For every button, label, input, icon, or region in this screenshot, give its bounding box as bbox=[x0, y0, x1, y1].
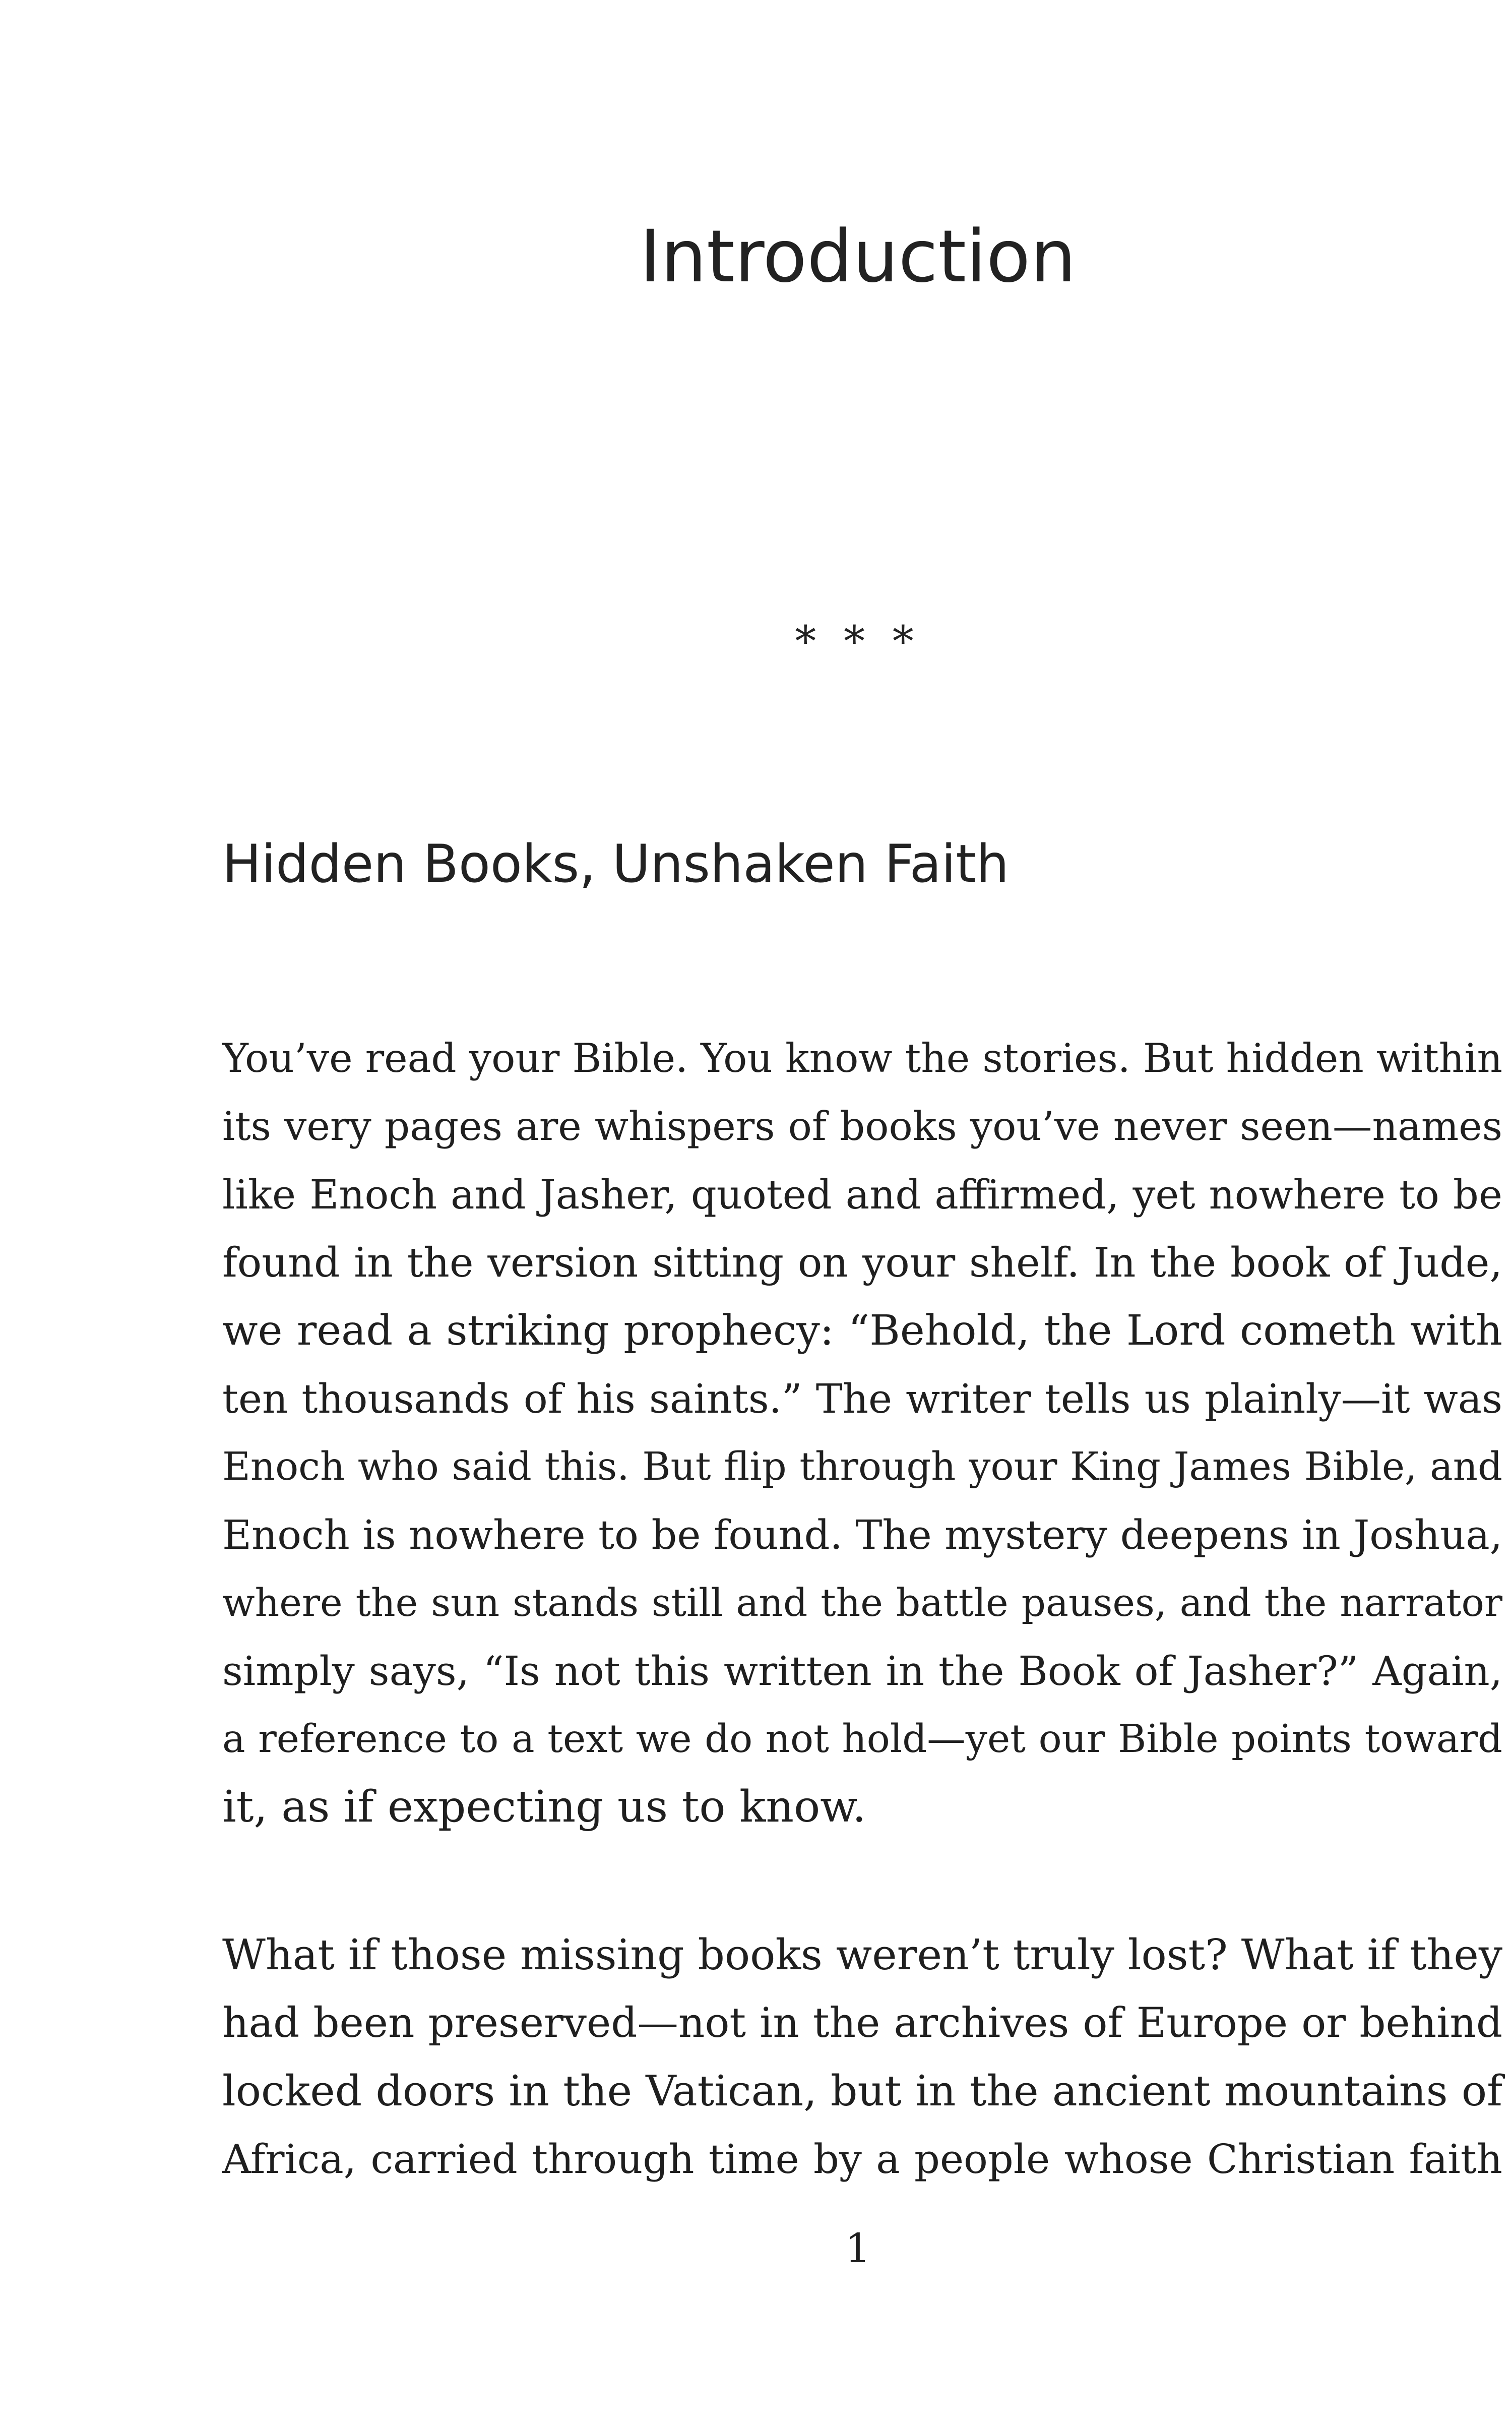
page-number: 1 bbox=[845, 2225, 871, 2272]
paragraph-line: where the sun stands still and the battle pauses, and the narrator bbox=[222, 1581, 1502, 1625]
section-heading: Hidden Books, Unshaken Faith bbox=[222, 834, 1009, 894]
paragraph-line: its very pages are whispers of books you’ve never seen—names bbox=[222, 1103, 1502, 1150]
paragraph-1 bbox=[222, 1024, 1502, 1841]
paragraph-line: Africa, carried through time by a people whose Christian faith bbox=[222, 2136, 1502, 2183]
paragraph-line: You’ve read your Bible. You know the stories. But hidden within bbox=[222, 1035, 1502, 1081]
paragraph-line: Enoch who said this. But flip through your King James Bible, and bbox=[222, 1444, 1502, 1489]
paragraph-line: we read a striking prophecy: “Behold, the Lord cometh with bbox=[222, 1306, 1502, 1355]
paragraph-line: simply says, “Is not this written in the Book of Jasher?” Again, bbox=[222, 1648, 1502, 1695]
paragraph-line: ten thousands of his saints.” The writer tells us plainly—it was bbox=[222, 1375, 1502, 1422]
chapter-title: Introduction bbox=[640, 214, 1076, 298]
paragraph-line: like Enoch and Jasher, quoted and affirmed, yet nowhere to be bbox=[222, 1171, 1502, 1218]
paragraph-2 bbox=[222, 1921, 1502, 2193]
scene-break: * * * bbox=[795, 617, 921, 666]
paragraph-line: What if those missing books weren’t truly lost? What if they bbox=[222, 1930, 1502, 1979]
paragraph-line: found in the version sitting on your shelf. In the book of Jude, bbox=[222, 1239, 1502, 1286]
paragraph-line: it, as if expecting us to know. bbox=[222, 1782, 866, 1832]
paragraph-line: Enoch is nowhere to be found. The mystery deepens in Joshua, bbox=[222, 1511, 1502, 1558]
paragraph-line: had been preserved—not in the archives of Europe or behind bbox=[222, 1999, 1502, 2047]
paragraph-line: locked doors in the Vatican, but in the ancient mountains of bbox=[222, 2066, 1502, 2115]
paragraph-line: a reference to a text we do not hold—yet our Bible points toward bbox=[222, 1717, 1502, 1762]
